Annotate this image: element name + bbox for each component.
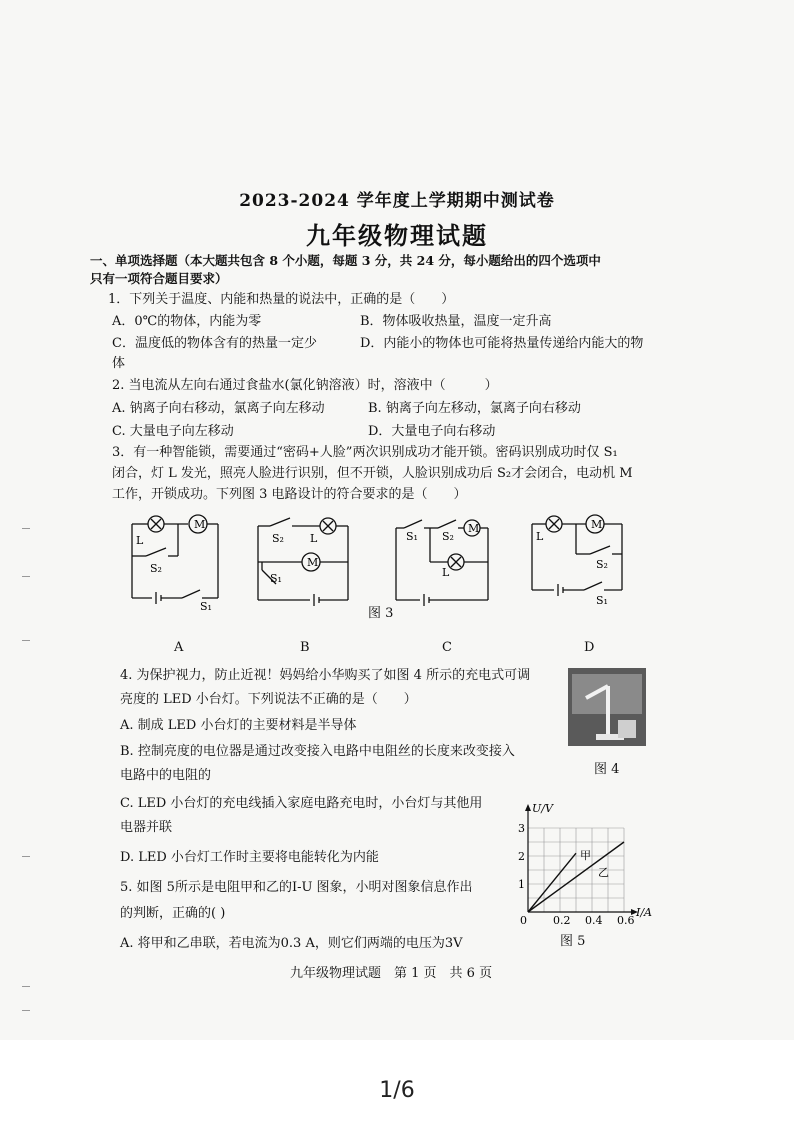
q2-option-c: C. 大量电子向左移动 [112, 424, 234, 439]
figure-5-caption: 图 5 [560, 934, 586, 949]
circuit-b-motor-label: M [307, 556, 319, 569]
figure-3-caption: 图 3 [368, 606, 394, 621]
circuit-b-s2-label: S₂ [272, 532, 284, 545]
q4-option-d: D. LED 小台灯工作时主要将电能转化为内能 [120, 850, 379, 865]
q1-option-d: D．内能小的物体也可能将热量传递给内能大的物 [360, 336, 644, 351]
margin-mark [22, 576, 30, 577]
q1-option-c: C．温度低的物体含有的热量一定少 [112, 336, 317, 351]
circuit-a-s2-label: S₂ [150, 562, 162, 575]
q1-option-a: A．0℃的物体，内能为零 [112, 314, 262, 329]
circuit-d-motor-label: M [591, 518, 603, 531]
figure-4-caption: 图 4 [594, 762, 620, 777]
page-footer: 九年级物理试题 第 1 页 共 6 页 [290, 966, 493, 981]
q5-line1: 5. 如图 5所示是电阻甲和乙的I-U 图象，小明对图象信息作出 [120, 880, 473, 895]
circuit-a-diagram [122, 512, 232, 612]
subject-title: 九年级物理试题 [306, 222, 488, 250]
section-heading-line2: 只有一项符合题目要求） [90, 271, 228, 286]
q4-option-c-cont: 电器并联 [120, 820, 173, 835]
circuit-b-diagram [248, 512, 358, 612]
section-heading-line1: 一、单项选择题（本大题共包含 8 个小题，每题 3 分，共 24 分，每小题给出的四个选项中 [90, 253, 601, 268]
q3-line1: 3．有一种智能锁，需要通过“密码+人脸”两次识别成功才能开锁。密码识别成功时仅 S₁ [112, 445, 618, 460]
q2-option-b: B. 钠离子向左移动，氯离子向右移动 [368, 401, 581, 416]
margin-mark [22, 528, 30, 529]
q1-option-b: B．物体吸收热量，温度一定升高 [360, 314, 552, 329]
margin-mark [22, 640, 30, 641]
circuit-d-lamp-label: L [536, 530, 544, 543]
circuit-c-s2-label: S₂ [442, 530, 454, 543]
series-jia-label: 甲 [580, 849, 591, 863]
y-tick-3: 3 [518, 822, 525, 835]
exam-title: 2023-2024 学年度上学期期中测试卷 [239, 191, 555, 211]
q1-option-d-cont: 体 [112, 356, 126, 371]
q2-option-a: A. 钠离子向右移动，氯离子向左移动 [112, 401, 325, 416]
circuit-c-diagram [390, 512, 500, 612]
q4-line1: 4. 为保护视力，防止近视！妈妈给小华购买了如图 4 所示的充电式可调 [120, 668, 531, 683]
q4-option-a: A. 制成 LED 小台灯的主要材料是半导体 [120, 718, 357, 733]
x-tick-0.2: 0.2 [553, 914, 571, 926]
q5-line2: 的判断，正确的( ) [120, 906, 226, 921]
circuit-option-b-label: B [300, 640, 310, 655]
y-axis-label: U/V [532, 802, 553, 815]
circuit-d-s1-label: S₁ [596, 594, 608, 607]
q4-option-b: B. 控制亮度的电位器是通过改变接入电路中电阻丝的长度来改变接入 [120, 744, 515, 759]
circuit-d-s2-label: S₂ [596, 558, 608, 571]
circuit-a-lamp-label: L [136, 534, 144, 547]
circuit-option-c-label: C [442, 640, 452, 655]
circuit-c-s1-label: S₁ [406, 530, 418, 543]
q5-option-a: A. 将甲和乙串联，若电流为0.3 A，则它们两端的电压为3V [120, 936, 463, 951]
circuit-b-lamp-label: L [310, 532, 318, 545]
circuit-a-s1-label: S₁ [200, 600, 212, 612]
circuit-option-a-label: A [174, 640, 184, 655]
q3-line2: 闭合，灯 L 发光，照亮人脸进行识别，但不开锁，人脸识别成功后 S₂才会闭合，电动机 M [112, 466, 633, 481]
margin-mark [22, 1010, 30, 1011]
x-tick-0.4: 0.4 [585, 914, 603, 926]
q4-line2: 亮度的 LED 小台灯。下列说法不正确的是（ ） [120, 692, 417, 707]
q2-stem: 2. 当电流从左向右通过食盐水(氯化钠溶液）时，溶液中（ ） [112, 378, 498, 393]
q2-option-d: D．大量电子向右移动 [368, 424, 496, 439]
circuit-d-diagram [524, 510, 634, 610]
y-tick-1: 1 [518, 878, 525, 891]
series-yi-label: 乙 [598, 866, 609, 879]
q4-option-c: C. LED 小台灯的充电线插入家庭电路充电时，小台灯与其他用 [120, 796, 483, 811]
circuit-c-motor-label: M [468, 522, 480, 535]
circuit-a-motor-label: M [194, 518, 206, 531]
page-counter: 1/6 [379, 1078, 415, 1103]
margin-mark [22, 986, 30, 987]
q3-line3: 工作，开锁成功。下列图 3 电路设计的符合要求的是（ ） [112, 487, 467, 502]
margin-mark [22, 856, 30, 857]
circuit-option-d-label: D [584, 640, 595, 655]
x-tick-0: 0 [520, 914, 527, 926]
iu-graph [508, 800, 664, 926]
x-tick-0.6: 0.6 [617, 914, 635, 926]
y-tick-2: 2 [518, 850, 525, 863]
x-axis-label: I/A [636, 906, 652, 919]
q4-option-b-cont: 电路中的电阻的 [120, 768, 212, 783]
circuit-b-s1-label: S₁ [270, 572, 282, 585]
circuit-c-lamp-label: L [442, 566, 450, 579]
led-desk-lamp-photo [568, 668, 646, 746]
q1-stem: 1．下列关于温度、内能和热量的说法中，正确的是（ ） [108, 292, 455, 307]
